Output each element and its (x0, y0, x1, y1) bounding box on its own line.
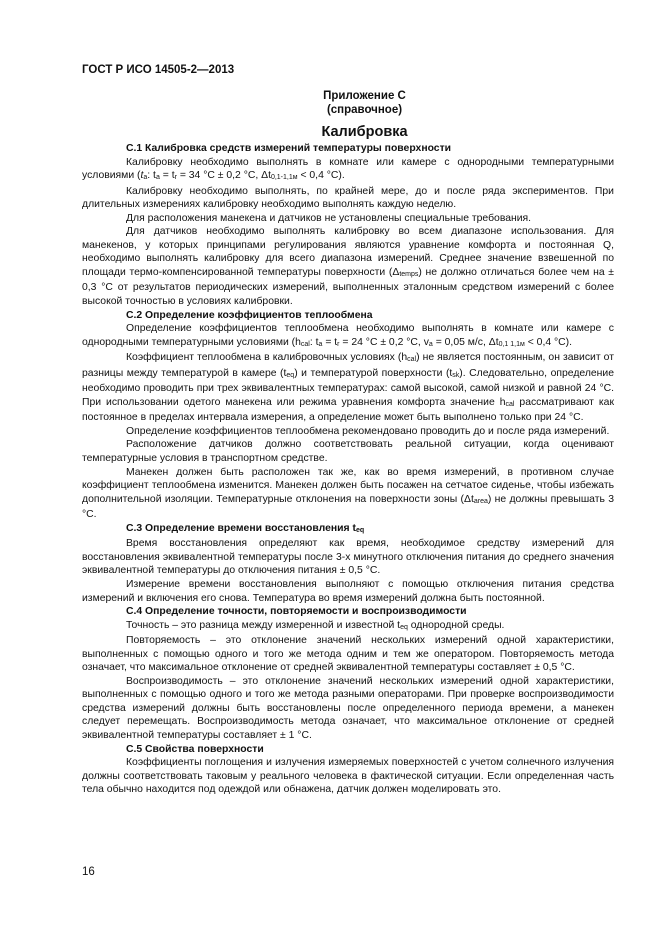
paragraph: Точность – это разница между измеренной и известной teq однородной среды. (126, 619, 505, 631)
document-header: ГОСТ Р ИСО 14505-2—2013 (82, 64, 235, 76)
document-body (82, 142, 614, 797)
paragraph: Для датчиков необходимо выполнять калибровку во всем диапазоне использования. Для манекенов, у которых принципами регулирования являются уравнение комфорта и постоянная Q, необходимо выполнять калибровку для всего диапазона измерений. Среднее значение взвешенной по площади термо-компенсированной температуры поверхности (Δtemps) не должно отличаться более чем на ± 0,3 °С от результатов периодических измерений, выполненных эталонным средством измерений с более высокой точностью в условиях калибровки. (82, 226, 615, 308)
paragraph: Время восстановления определяют как время, необходимое средству измерений для восстановления эквивалентной температуры после 3-х минутного отключения питания до среднего значения эквивалентной температуры до отключения питания ± 0,5 °С. (82, 538, 614, 577)
paragraph: Калибровку необходимо выполнять, по крайней мере, до и после ряда экспериментов. При длительных измерениях калибровку необходимо выполнять каждую неделю. (82, 185, 614, 211)
paragraph: Определение коэффициентов теплообмена необходимо выполнять в комнате или камере с однородными температурными условиями (hcal: ta = tr = 24 °С ± 0,2 °С, va = 0,05 м/с, Δt0,1 1,1м < 0,4 °С). (82, 323, 614, 348)
paragraph: Определение коэффициентов теплообмена рекомендовано проводить до и после ряда измерений. (126, 425, 610, 437)
paragraph: Измерение времени восстановления выполняют с помощью отключения питания средства измерений и включения его снова. Температура во время измерений должна быть постоянной. (82, 578, 614, 604)
paragraph: Калибровку необходимо выполнять в комнате или камере с однородными температурными условиями (ta: ta = tr = 34 °С ± 0,2 °С, Δt0,1-1,1м < 0,4 °С). (82, 156, 614, 182)
paragraph: Воспроизводимость – это отклонение значений нескольких измерений одной характеристики, выполненных с помощью одного и того же метода разными операторами. При проверке воспроизводимости средства измерений должны быть восстановлены после определенного периода времени, а манекен следует перемещать. Воспроизводимость метода означает, что максимальное отклонение от средней эквивалентной температуры составляет ± 1 °С. (82, 675, 614, 741)
section-heading-c4: С.4 Определение точности, повторяемости и воспроизводимости (126, 606, 467, 618)
paragraph: Коэффициенты поглощения и излучения измеряемых поверхностей с учетом солнечного излучения должны соответствовать таковым у реального человека в фактической ситуации. Если определенная часть тела обычно находится под одеждой или обнажена, датчик должен моделировать это. (82, 757, 614, 796)
paragraph: Расположение датчиков должно соответствовать реальной ситуации, когда оценивают температурные условия в транспортном средстве. (82, 439, 614, 465)
section-heading-c3: С.3 Определение времени восстановления teq (126, 522, 365, 534)
paragraph: Коэффициент теплообмена в калибровочных условиях (hcal) не является постоянным, он зависит от разницы между температурой в камере (teq) и температурой поверхности (tsk). Следовательно, определение необходимо проводить при трех эквивалентных температурах: самой высокой, самой низкой и равной 24 °С. При использовании одетого манекена или режима уравнения комфорта значение hcal рассматривают как постоянное в пределах интервала измерения, а определение может быть выполнено только при 24 °С. (82, 352, 614, 424)
annex-title: Приложение С (323, 90, 406, 102)
paragraph: Повторяемость – это отклонение значений нескольких измерений одной характеристики, выполненных с помощью одного и того же метода одним и тем же оператором. Повторяемость метода означает, что максимальное отклонение от средней эквивалентной температуры составляет ± 0,5 °С. (82, 635, 614, 674)
paragraph: Для расположения манекена и датчиков не установлены специальные требования. (126, 212, 532, 224)
section-heading-c2: С.2 Определение коэффициентов теплообмена (126, 309, 373, 321)
section-heading-c1: С.1 Калибровка средств измерений температуры поверхности (126, 143, 452, 154)
annex-type: (справочное) (326, 104, 403, 116)
paragraph: Манекен должен быть расположен так же, как во время измерений, в противном случае коэффициент теплообмена изменится. Манекен должен быть посажен на сетчатое сиденье, чтобы избежать дополнительной изоляции. Температурные отклонения на поверхности зоны (Δtarea) не должны превышать 3 °С. (82, 466, 614, 521)
annex-heading: Калибровка (321, 124, 408, 140)
section-heading-c5: С.5 Свойства поверхности (126, 743, 264, 755)
page-number: 16 (82, 866, 95, 878)
